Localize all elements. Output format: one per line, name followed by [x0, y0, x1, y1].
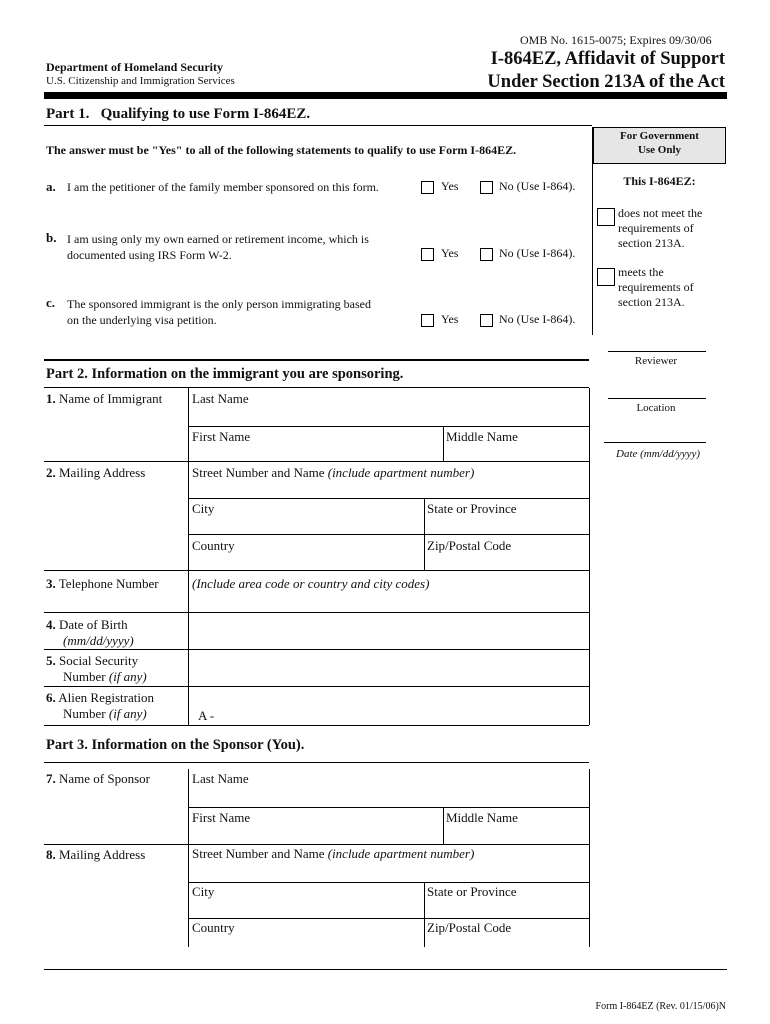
government-column-border [592, 127, 593, 335]
question-c-yes-label: Yes [441, 312, 459, 326]
question-b-yes-label: Yes [441, 246, 459, 260]
question-c-no-label: No (Use I-864). [499, 312, 576, 326]
rule-3 [44, 461, 589, 462]
part1-intro: The answer must be "Yes" to all of the following statements to qualify to use Form I-864EZ. [46, 143, 517, 157]
date-line[interactable] [604, 442, 706, 443]
gov-meets-checkbox[interactable] [597, 268, 615, 286]
header-rule [44, 92, 727, 99]
question-a-label: a. [46, 179, 56, 194]
sponsor-country-field[interactable] [192, 920, 422, 946]
q8-number: 8. [46, 847, 56, 862]
gov-opt2-line2: requirements of [618, 280, 694, 294]
rule-19 [188, 918, 589, 919]
rule-11 [44, 725, 589, 726]
reviewer-label: Reviewer [634, 355, 678, 367]
sponsor-state-field[interactable] [427, 884, 587, 916]
rule-13 [589, 769, 590, 947]
gov-heading-line1: For Government [620, 130, 699, 142]
immigrant-city-label: City [192, 501, 215, 516]
gov-opt2-line1: meets the [618, 265, 664, 279]
q3-number: 3. [46, 576, 56, 591]
sponsor-middle-name-label: Middle Name [446, 810, 518, 825]
immigrant-ssn-field[interactable] [192, 651, 587, 684]
q4-text: Date of Birth [59, 617, 128, 632]
question-b-no-checkbox[interactable] [480, 248, 493, 261]
immigrant-street-note: (include apartment number) [327, 465, 475, 480]
sponsor-city-label: City [192, 884, 215, 899]
part1-rule [44, 125, 592, 126]
part2-heading: Part 2. Information on the immigrant you are sponsoring. [46, 366, 404, 382]
gov-opt1-line2: requirements of [618, 221, 694, 235]
immigrant-last-name-field[interactable] [192, 391, 587, 424]
location-label: Location [636, 402, 676, 414]
immigrant-country-field[interactable] [192, 538, 422, 568]
sponsor-zip-field[interactable] [427, 920, 587, 946]
q8-text: Mailing Address [59, 847, 146, 862]
rule-16 [44, 844, 589, 845]
agency-name: U.S. Citizenship and Immigration Services [46, 75, 235, 87]
gov-does-not-meet-text [618, 206, 702, 251]
q6-number: 6. [46, 690, 56, 705]
footer-rule [44, 969, 727, 970]
immigrant-street-label: Street Number and Name [192, 465, 328, 480]
q2-label [46, 465, 145, 481]
q5-text: Social Security [59, 653, 139, 668]
question-c-label: c. [46, 295, 56, 310]
question-a-no-checkbox[interactable] [480, 181, 493, 194]
immigrant-country-label: Country [192, 538, 235, 553]
q5-label [46, 653, 147, 685]
q4-note: (mm/dd/yyyy) [63, 633, 134, 648]
telephone-note: (Include area code or country and city codes) [192, 576, 430, 591]
rule-18 [424, 882, 425, 947]
q2-number: 2. [46, 465, 56, 480]
question-b-text-1: I am using only my own earned or retirement income, which is [67, 232, 369, 246]
q3-label [46, 576, 159, 592]
question-b-label: b. [46, 230, 57, 245]
immigrant-zip-label: Zip/Postal Code [427, 538, 512, 553]
rule-10 [44, 686, 589, 687]
q3-text: Telephone Number [58, 576, 159, 591]
question-b-no-label: No (Use I-864). [499, 246, 576, 260]
question-c-yes-checkbox[interactable] [421, 314, 434, 327]
alien-number-prefix: A - [198, 708, 215, 723]
question-a-yes-checkbox[interactable] [421, 181, 434, 194]
immigrant-dob-field[interactable] [192, 614, 587, 647]
gov-does-not-meet-checkbox[interactable] [597, 208, 615, 226]
rule-14 [188, 807, 589, 808]
immigrant-state-field[interactable] [427, 501, 587, 532]
question-c-text-2: on the underlying visa petition. [67, 313, 217, 327]
rule-9 [44, 649, 589, 650]
q1-text: Name of Immigrant [59, 391, 163, 406]
question-a-text: I am the petitioner of the family member sponsored on this form. [67, 180, 379, 194]
omb-number: OMB No. 1615-0075; Expires 09/30/06 [520, 33, 712, 47]
immigrant-telephone-field[interactable] [192, 576, 587, 610]
immigrant-street-field[interactable] [192, 465, 587, 496]
sponsor-first-name-field[interactable] [192, 810, 440, 842]
q8-label [46, 847, 145, 863]
q6-text-2: Number [63, 706, 109, 721]
question-a-no-label: No (Use I-864). [499, 179, 576, 193]
immigrant-zip-field[interactable] [427, 538, 587, 568]
question-b-text-2: documented using IRS Form W-2. [67, 248, 232, 262]
q5-note: (if any) [108, 669, 147, 684]
q1-label [46, 391, 162, 407]
sponsor-city-field[interactable] [192, 884, 422, 916]
sponsor-last-name-field[interactable] [192, 771, 587, 805]
sponsor-zip-label: Zip/Postal Code [427, 920, 512, 935]
date-label: Date (mm/dd/yyyy) [616, 448, 700, 460]
sponsor-first-name-label: First Name [192, 810, 251, 825]
location-line[interactable] [608, 398, 706, 399]
immigrant-last-name-label: Last Name [192, 391, 249, 406]
form-id-footer: Form I-864EZ (Rev. 01/15/06)N [595, 1001, 726, 1012]
sponsor-last-name-label: Last Name [192, 771, 249, 786]
q5-number: 5. [46, 653, 56, 668]
rule-17 [188, 882, 589, 883]
sponsor-street-field[interactable] [192, 846, 587, 880]
gov-opt1-line3: section 213A. [618, 236, 685, 250]
q4-label [46, 617, 134, 649]
q2-text: Mailing Address [59, 465, 146, 480]
sponsor-state-label: State or Province [427, 884, 517, 899]
immigrant-middle-name-label: Middle Name [446, 429, 518, 444]
form-title: I-864EZ, Affidavit of Support [490, 49, 725, 69]
question-c-text-1: The sponsored immigrant is the only person immigrating based [67, 297, 371, 311]
immigrant-first-name-label: First Name [192, 429, 251, 444]
q1-number: 1. [46, 391, 56, 406]
part3-heading: Part 3. Information on the Sponsor (You). [46, 737, 305, 753]
question-c-no-checkbox[interactable] [480, 314, 493, 327]
part1-heading: Part 1. Qualifying to use Form I-864EZ. [46, 106, 311, 122]
form-subtitle: Under Section 213A of the Act [487, 72, 725, 92]
rule-4 [188, 498, 589, 499]
immigrant-alien-number-field[interactable] [192, 688, 587, 723]
q6-text: Alien Registration [58, 690, 154, 705]
sponsor-country-label: Country [192, 920, 235, 935]
rule-8 [44, 612, 589, 613]
q7-label [46, 771, 150, 787]
sponsor-street-note: (include apartment number) [327, 846, 475, 861]
reviewer-line[interactable] [608, 351, 706, 352]
part2-label-divider [188, 388, 189, 725]
immigrant-state-label: State or Province [427, 501, 517, 516]
question-a-yes-label: Yes [441, 179, 459, 193]
question-b-yes-checkbox[interactable] [421, 248, 434, 261]
rule-6 [188, 534, 589, 535]
department-name: Department of Homeland Security [46, 60, 223, 74]
q5-text-2: Number [63, 669, 109, 684]
sponsor-street-label: Street Number and Name [192, 846, 328, 861]
q7-text: Name of Sponsor [59, 771, 150, 786]
q4-number: 4. [46, 617, 56, 632]
gov-opt1-line1: does not meet the [618, 206, 703, 220]
part2-right-border [589, 388, 590, 725]
government-use-heading [593, 129, 726, 157]
gov-heading-line2: Use Only [637, 144, 682, 156]
immigrant-middle-name-field[interactable] [446, 429, 586, 459]
gov-opt2-line3: section 213A. [618, 295, 685, 309]
rule-7 [44, 570, 589, 571]
gov-meets-text [618, 265, 694, 310]
rule-15 [443, 807, 444, 844]
part2-rule [44, 387, 589, 388]
q7-number: 7. [46, 771, 56, 786]
gov-this-form: This I-864EZ: [623, 174, 696, 188]
q6-note: (if any) [108, 706, 147, 721]
part2-top-rule [44, 359, 589, 361]
part3-rule [44, 762, 589, 763]
q6-label [46, 690, 154, 722]
rule-2 [443, 426, 444, 462]
immigrant-city-field[interactable] [192, 501, 422, 532]
sponsor-middle-name-field[interactable] [446, 810, 586, 842]
rule-1 [188, 426, 589, 427]
immigrant-first-name-field[interactable] [192, 429, 440, 459]
rule-12 [188, 769, 189, 947]
